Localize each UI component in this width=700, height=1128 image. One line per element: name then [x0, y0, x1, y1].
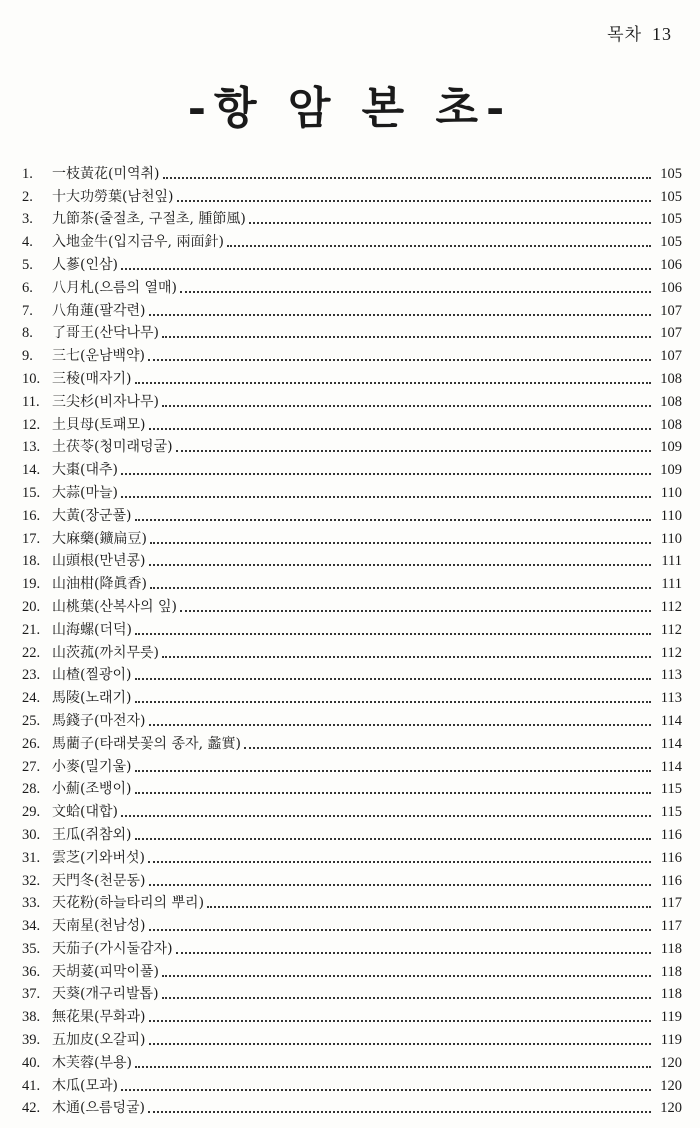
- entry-label: 天茄子(가시둘감자): [52, 940, 173, 957]
- dot-leader: [149, 1042, 652, 1045]
- entry-number: 37.: [22, 986, 41, 1003]
- toc-entry: [22, 251, 682, 274]
- dot-leader: [180, 609, 651, 612]
- toc-entry: [22, 912, 682, 935]
- entry-label: 小薊(조뱅이): [52, 781, 132, 798]
- toc-entry: [22, 525, 682, 548]
- entry-page: 105: [660, 188, 682, 205]
- toc-entry: [22, 320, 682, 343]
- dot-leader: [135, 791, 652, 794]
- entry-page: 106: [660, 256, 682, 273]
- dot-leader: [162, 974, 651, 977]
- toc-entry: [22, 434, 682, 457]
- entry-page: 110: [660, 484, 682, 501]
- entry-label: 八角蓮(팔각련): [52, 302, 146, 319]
- entry-label: 五加皮(오갈피): [52, 1032, 146, 1049]
- entry-number: 38.: [22, 1009, 41, 1026]
- entry-label: 山楂(찔광이): [52, 667, 132, 684]
- entry-number: 28.: [22, 781, 41, 798]
- entry-page: 106: [660, 279, 682, 296]
- dot-leader: [149, 1019, 652, 1022]
- dot-leader: [207, 905, 651, 908]
- entry-page: 118: [660, 986, 682, 1003]
- toc-entry: [22, 228, 682, 251]
- dot-leader: [121, 814, 651, 817]
- entry-page: 120: [660, 1054, 682, 1071]
- dot-leader: [149, 723, 652, 726]
- entry-label: 九節茶(줄절초, 구절초, 腫節風): [52, 211, 246, 228]
- dot-leader: [135, 677, 652, 680]
- entry-label: 三稜(매자기): [52, 370, 132, 387]
- entry-label: 三尖杉(비자나무): [52, 393, 160, 410]
- toc-entry: [22, 890, 682, 913]
- entry-number: 39.: [22, 1032, 41, 1049]
- entry-number: 34.: [22, 918, 41, 935]
- toc-entry: [22, 821, 682, 844]
- entry-page: 117: [660, 895, 682, 912]
- entry-label: 大黃(장군풀): [52, 507, 132, 524]
- entry-label: 了哥王(산닥나무): [52, 325, 160, 342]
- entry-page: 112: [660, 621, 682, 638]
- dot-leader: [162, 655, 651, 658]
- entry-number: 21.: [22, 621, 41, 638]
- entry-page: 117: [660, 918, 682, 935]
- entry-number: 5.: [22, 256, 33, 273]
- dot-leader: [135, 700, 652, 703]
- toc-entry: [22, 935, 682, 958]
- entry-page: 116: [660, 849, 682, 866]
- entry-page: 114: [660, 712, 682, 729]
- entry-label: 天門冬(천문동): [52, 872, 146, 889]
- toc-entry: [22, 479, 682, 502]
- entry-label: 王瓜(쥐참외): [52, 826, 132, 843]
- dot-leader: [121, 472, 651, 475]
- toc-entry: [22, 456, 682, 479]
- toc-entry: [22, 1049, 682, 1072]
- dot-leader: [180, 290, 651, 293]
- entry-page: 111: [661, 553, 682, 570]
- entry-number: 2.: [22, 188, 33, 205]
- entry-page: 113: [660, 667, 682, 684]
- toc-entry: [22, 867, 682, 890]
- toc-entry: [22, 639, 682, 662]
- dot-leader: [121, 267, 651, 270]
- entry-page: 105: [660, 234, 682, 251]
- entry-page: 105: [660, 165, 682, 182]
- toc-entry: [22, 183, 682, 206]
- entry-page: 120: [660, 1077, 682, 1094]
- entry-number: 22.: [22, 644, 41, 661]
- entry-page: 107: [660, 302, 682, 319]
- entry-number: 31.: [22, 849, 41, 866]
- entry-label: 山桃葉(산복사의 잎): [52, 598, 177, 615]
- entry-label: 無花果(무화과): [52, 1009, 146, 1026]
- entry-label: 八月札(으름의 열매): [52, 279, 177, 296]
- page-number: 13: [652, 24, 672, 44]
- entry-page: 107: [660, 348, 682, 365]
- dot-leader: [162, 335, 651, 338]
- entry-page: 119: [660, 1032, 682, 1049]
- entry-page: 109: [660, 439, 682, 456]
- table-of-contents: [22, 160, 682, 1117]
- dot-leader: [149, 563, 652, 566]
- entry-page: 120: [660, 1100, 682, 1117]
- dot-leader: [176, 951, 651, 954]
- entry-number: 16.: [22, 507, 41, 524]
- entry-number: 29.: [22, 804, 41, 821]
- entry-page: 108: [660, 416, 682, 433]
- entry-number: 42.: [22, 1100, 41, 1117]
- dot-leader: [148, 1110, 651, 1113]
- entry-number: 18.: [22, 553, 41, 570]
- entry-label: 山油柑(降眞香): [52, 576, 147, 593]
- entry-label: 雲芝(기와버섯): [52, 849, 146, 866]
- toc-entry: [22, 570, 682, 593]
- toc-entry: [22, 548, 682, 571]
- entry-label: 天胡荽(피막이풀): [52, 963, 160, 980]
- entry-number: 24.: [22, 690, 41, 707]
- toc-entry: [22, 365, 682, 388]
- entry-page: 108: [660, 370, 682, 387]
- dot-leader: [150, 586, 651, 589]
- toc-entry: [22, 342, 682, 365]
- dot-leader: [148, 358, 651, 361]
- entry-label: 土貝母(토패모): [52, 416, 146, 433]
- entry-label: 天花粉(하늘타리의 뿌리): [52, 895, 205, 912]
- entry-label: 一枝黃花(미역취): [52, 165, 160, 182]
- entry-page: 112: [660, 644, 682, 661]
- entry-page: 115: [660, 804, 682, 821]
- entry-label: 山茨菰(까치무릇): [52, 644, 160, 661]
- entry-number: 13.: [22, 439, 41, 456]
- toc-entry: [22, 684, 682, 707]
- toc-entry: [22, 388, 682, 411]
- dot-leader: [162, 996, 651, 999]
- dot-leader: [135, 769, 652, 772]
- entry-number: 6.: [22, 279, 33, 296]
- entry-number: 3.: [22, 211, 33, 228]
- entry-number: 9.: [22, 348, 33, 365]
- entry-page: 118: [660, 963, 682, 980]
- dot-leader: [121, 495, 651, 498]
- entry-label: 大棗(대추): [52, 462, 118, 479]
- toc-entry: [22, 707, 682, 730]
- entry-label: 人蔘(인삼): [52, 256, 118, 273]
- dot-leader: [135, 1065, 651, 1068]
- entry-label: 小麥(밀기울): [52, 758, 132, 775]
- entry-number: 1.: [22, 165, 33, 182]
- entry-page: 113: [660, 690, 682, 707]
- entry-page: 107: [660, 325, 682, 342]
- entry-number: 8.: [22, 325, 33, 342]
- entry-number: 27.: [22, 758, 41, 775]
- entry-label: 木瓜(모과): [52, 1077, 118, 1094]
- dot-leader: [149, 883, 652, 886]
- entry-page: 111: [661, 576, 682, 593]
- dot-leader: [148, 860, 651, 863]
- entry-label: 木通(으름덩굴): [52, 1100, 146, 1117]
- entry-label: 三七(운남백약): [52, 348, 146, 365]
- entry-page: 109: [660, 462, 682, 479]
- entry-page: 108: [660, 393, 682, 410]
- dot-leader: [162, 404, 651, 407]
- toc-entry: [22, 593, 682, 616]
- toc-entry: [22, 160, 682, 183]
- entry-label: 大蒜(마늘): [52, 484, 118, 501]
- toc-entry: [22, 844, 682, 867]
- toc-entry: [22, 297, 682, 320]
- entry-page: 110: [660, 507, 682, 524]
- entry-page: 116: [660, 872, 682, 889]
- dot-leader: [135, 837, 652, 840]
- toc-entry: [22, 206, 682, 229]
- dot-leader: [244, 746, 651, 749]
- dot-leader: [135, 518, 652, 521]
- entry-number: 10.: [22, 370, 41, 387]
- dot-leader: [135, 632, 651, 635]
- dot-leader: [135, 381, 652, 384]
- entry-label: 入地金牛(입지금우, 兩面針): [52, 234, 224, 251]
- entry-number: 23.: [22, 667, 41, 684]
- entry-label: 土茯苓(청미래덩굴): [52, 439, 173, 456]
- dot-leader: [163, 176, 652, 179]
- section-name: 목차: [607, 25, 642, 45]
- entry-number: 40.: [22, 1054, 41, 1071]
- dot-leader: [149, 427, 652, 430]
- toc-entry: [22, 1003, 682, 1026]
- toc-entry: [22, 1072, 682, 1095]
- entry-page: 112: [660, 598, 682, 615]
- toc-entry: [22, 798, 682, 821]
- toc-entry: [22, 1026, 682, 1049]
- dot-leader: [149, 313, 652, 316]
- toc-entry: [22, 662, 682, 685]
- entry-page: 110: [660, 530, 682, 547]
- entry-label: 文蛤(대합): [52, 804, 118, 821]
- entry-label: 天南星(천남성): [52, 918, 146, 935]
- entry-number: 19.: [22, 576, 41, 593]
- dot-leader: [121, 1088, 651, 1091]
- dot-leader: [176, 449, 651, 452]
- entry-number: 33.: [22, 895, 41, 912]
- entry-page: 114: [660, 758, 682, 775]
- entry-number: 20.: [22, 598, 41, 615]
- entry-number: 26.: [22, 735, 41, 752]
- entry-page: 115: [660, 781, 682, 798]
- toc-entry: [22, 753, 682, 776]
- entry-label: 馬錢子(마전자): [52, 712, 146, 729]
- entry-number: 25.: [22, 712, 41, 729]
- toc-entry: [22, 981, 682, 1004]
- entry-label: 山海螺(더덕): [52, 621, 132, 638]
- entry-label: 馬藺子(타래붓꽃의 종자, 蠡實): [52, 735, 241, 752]
- entry-label: 天葵(개구리발톱): [52, 986, 159, 1003]
- entry-label: 大麻藥(鑛扁豆): [52, 530, 147, 547]
- entry-number: 35.: [22, 940, 41, 957]
- toc-entry: [22, 730, 682, 753]
- page-title: -항 암 본 초-: [187, 83, 513, 134]
- entry-number: 41.: [22, 1077, 41, 1094]
- toc-entry: [22, 411, 682, 434]
- entry-page: 119: [660, 1009, 682, 1026]
- entry-number: 36.: [22, 963, 41, 980]
- toc-entry: [22, 616, 682, 639]
- dot-leader: [227, 244, 651, 247]
- entry-number: 12.: [22, 416, 41, 433]
- entry-number: 4.: [22, 234, 33, 251]
- entry-label: 木芙蓉(부용): [52, 1054, 132, 1071]
- toc-entry: [22, 502, 682, 525]
- dot-leader: [177, 199, 652, 202]
- entry-number: 7.: [22, 302, 33, 319]
- entry-number: 17.: [22, 530, 41, 547]
- entry-label: 馬陵(노래기): [52, 690, 132, 707]
- entry-number: 15.: [22, 484, 41, 501]
- entry-number: 30.: [22, 826, 41, 843]
- entry-number: 14.: [22, 462, 41, 479]
- entry-label: 十大功勞葉(남천잎): [52, 188, 174, 205]
- dot-leader: [150, 541, 651, 544]
- running-header: [607, 20, 672, 45]
- toc-entry: [22, 1095, 682, 1118]
- entry-label: 山頭根(만년콩): [52, 553, 146, 570]
- entry-page: 118: [660, 940, 682, 957]
- toc-entry: [22, 958, 682, 981]
- dot-leader: [249, 221, 651, 224]
- toc-entry: [22, 776, 682, 799]
- entry-page: 116: [660, 826, 682, 843]
- entry-number: 32.: [22, 872, 41, 889]
- toc-entry: [22, 274, 682, 297]
- entry-page: 105: [660, 211, 682, 228]
- dot-leader: [149, 928, 652, 931]
- entry-number: 11.: [22, 393, 40, 410]
- entry-page: 114: [660, 735, 682, 752]
